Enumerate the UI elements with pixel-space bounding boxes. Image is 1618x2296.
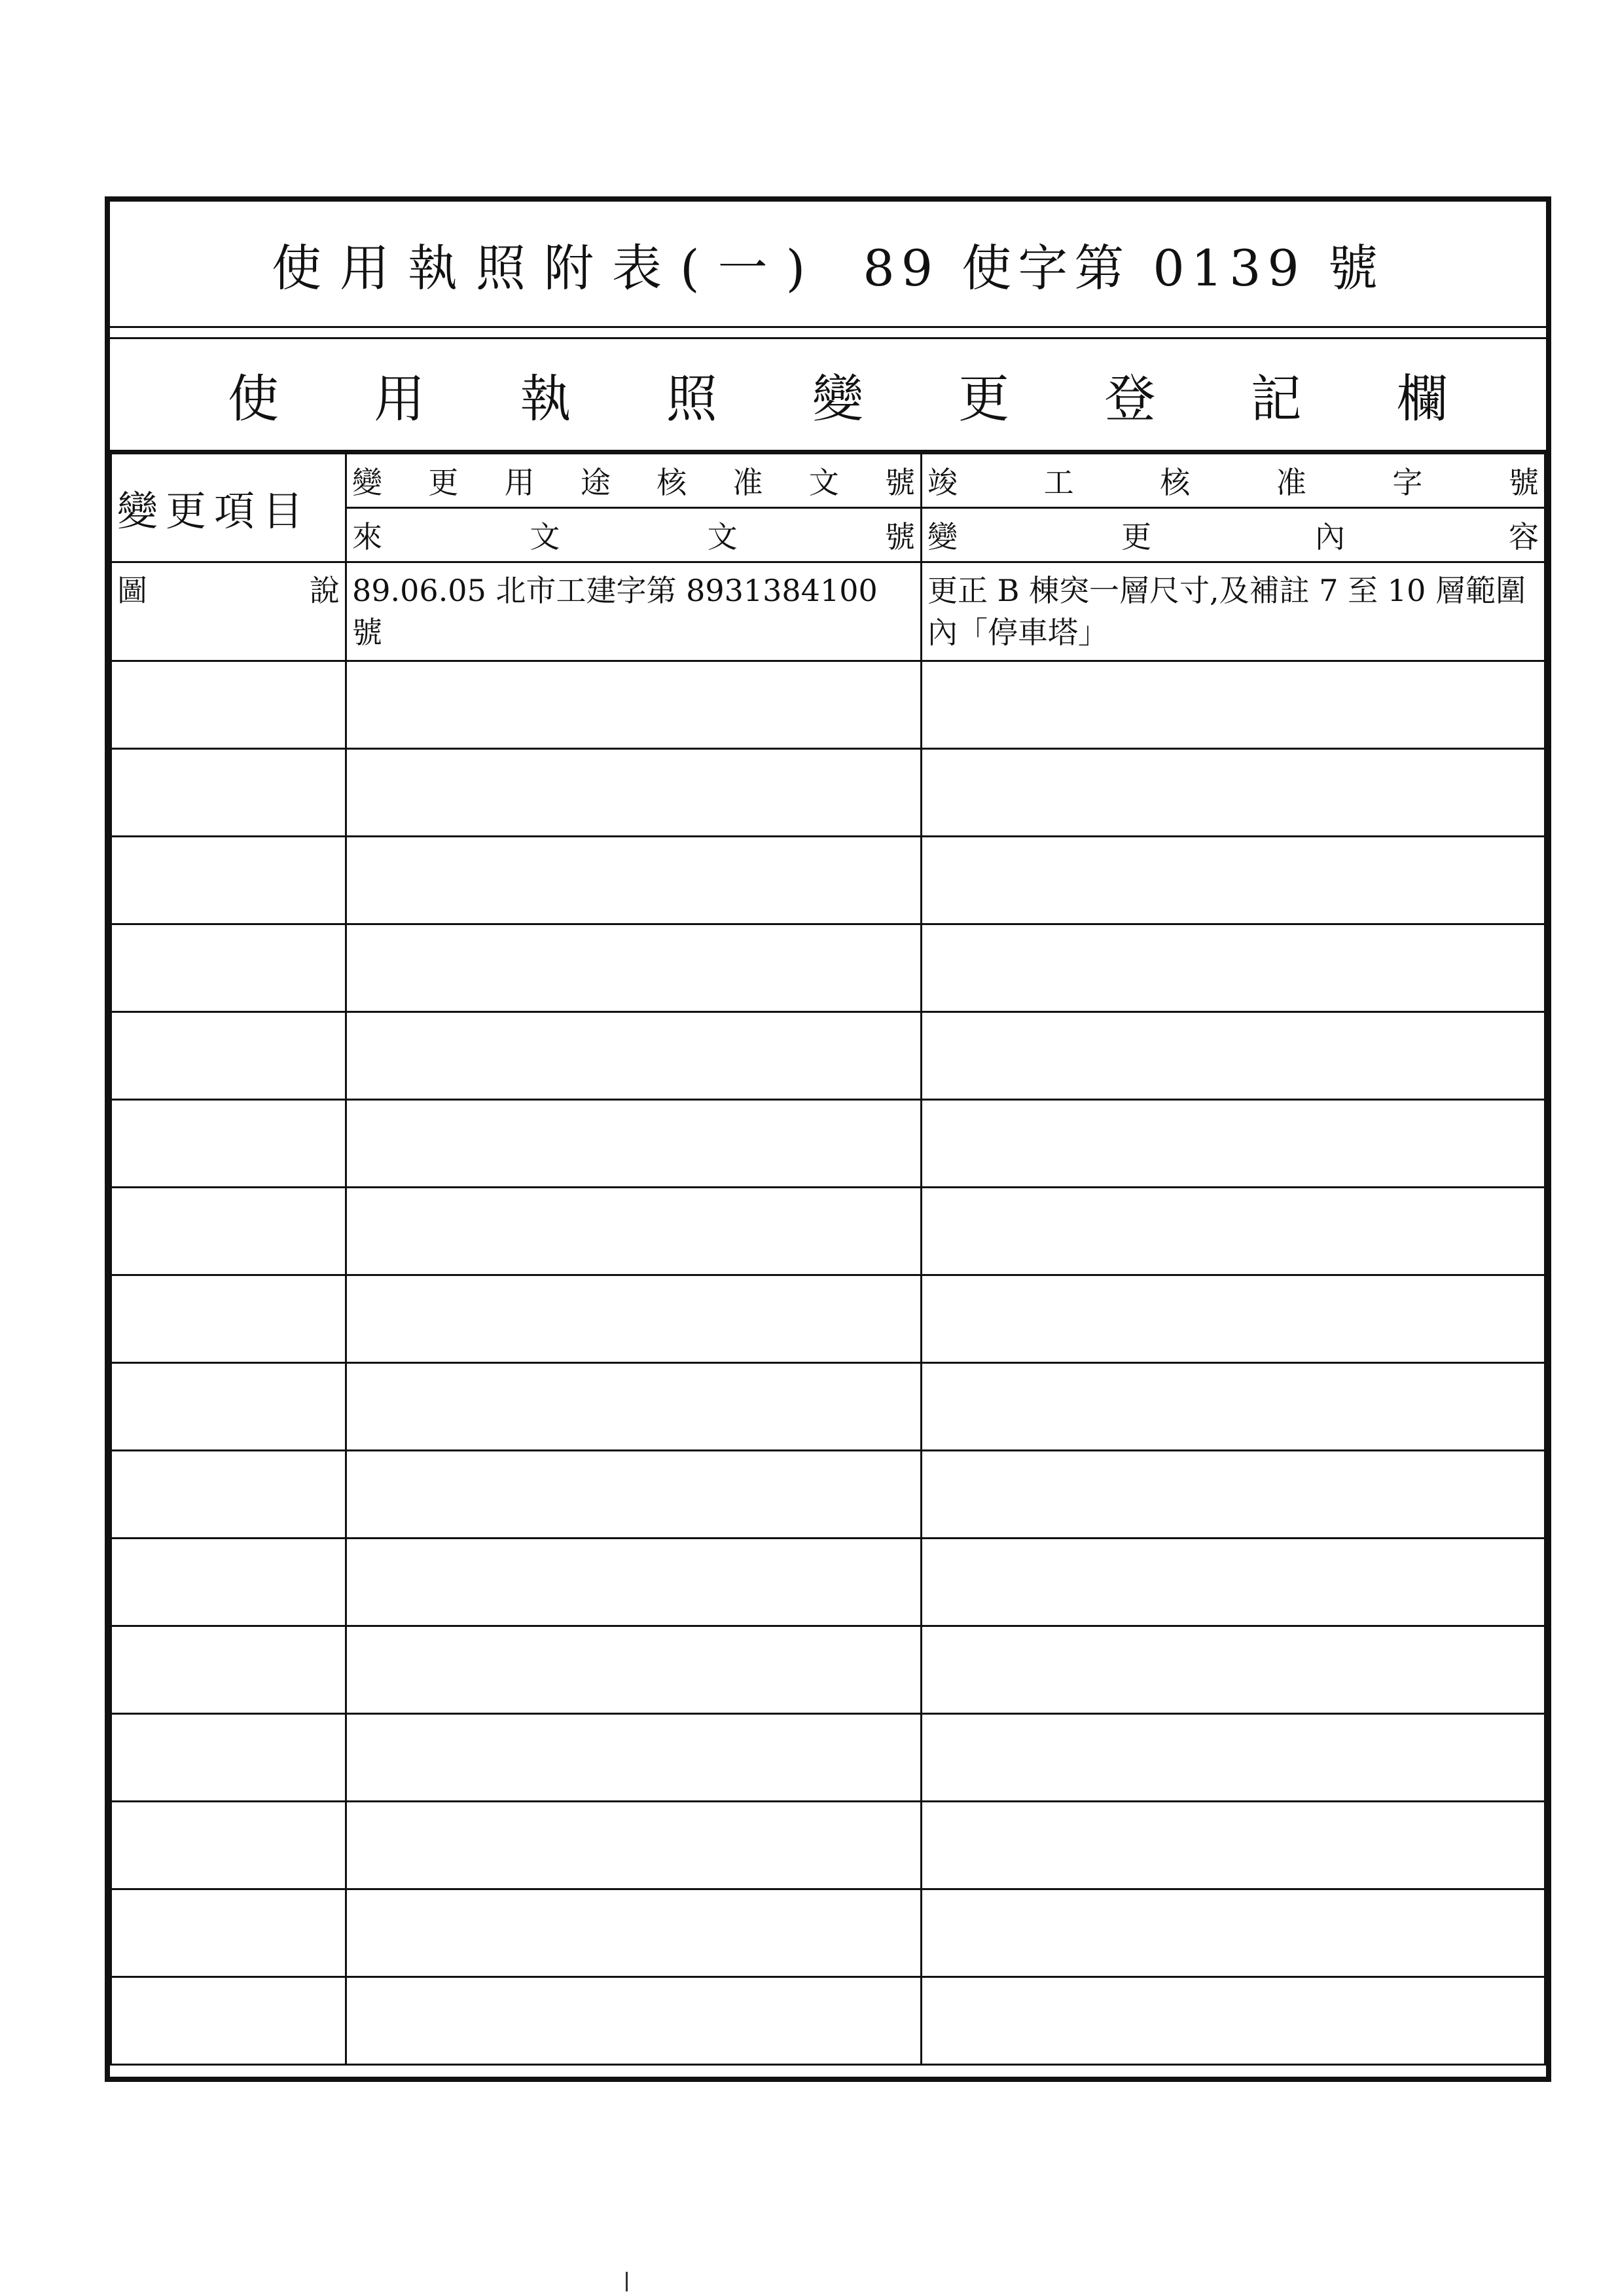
change-item-cell [111, 1188, 346, 1275]
content-header-char: 變 [927, 519, 958, 555]
header-incoming-doc-no [346, 508, 922, 562]
table-row [111, 924, 1545, 1012]
content-header-char: 容 [1509, 519, 1539, 555]
subtitle-char: 更 [958, 369, 1010, 429]
incoming-header-char: 來 [352, 519, 382, 555]
table-row [111, 837, 1545, 924]
title-char: 執 [408, 238, 476, 297]
change-content-cell [922, 1626, 1545, 1714]
change-item-cell [111, 1363, 346, 1451]
table-row [111, 1012, 1545, 1100]
header-change-content [922, 508, 1545, 562]
change-content-cell [922, 1188, 1545, 1275]
change-item-cell [111, 1714, 346, 1802]
approval-header-char: 文 [808, 465, 839, 500]
change-item-cell [111, 1539, 346, 1626]
change-content-cell [922, 837, 1545, 924]
table-row [111, 1977, 1545, 2065]
approval-header-char: 更 [428, 465, 459, 500]
change-item-cell [111, 1977, 346, 2065]
table-row [111, 1100, 1545, 1188]
doc-number-cell [346, 1714, 922, 1802]
change-content-cell [922, 749, 1545, 837]
change-item-cell [111, 837, 346, 924]
doc-number-cell [346, 1275, 922, 1363]
change-item-cell [111, 1626, 346, 1714]
subtitle-char: 欄 [1396, 369, 1448, 429]
completion-header-char: 准 [1276, 465, 1306, 500]
doc-number-cell [346, 1626, 922, 1714]
doc-number-cell [346, 661, 922, 749]
header-change-item: 變更項目 [111, 454, 346, 562]
change-item-char: 圖 [117, 573, 147, 608]
change-item-cell [111, 1100, 346, 1188]
change-register-table [110, 452, 1546, 2066]
doc-number-cell [346, 1539, 922, 1626]
completion-header-char: 號 [1508, 465, 1539, 500]
table-row [111, 1363, 1545, 1451]
doc-number-cell [346, 1451, 922, 1539]
change-content-cell [922, 1977, 1545, 2065]
permit-number: 89 使字第 0139 號 [863, 238, 1384, 297]
subtitle-char: 變 [812, 369, 863, 429]
change-content-cell [922, 1363, 1545, 1451]
change-item-cell [111, 1275, 346, 1363]
title-char: 表 [612, 238, 681, 297]
table-row [111, 1451, 1545, 1539]
table-row [111, 749, 1545, 837]
change-item-char: 說 [310, 573, 340, 608]
title-char: 使 [272, 238, 340, 297]
change-content-cell: 更正 B 棟突一層尺寸,及補註 7 至 10 層範圍內「停車塔」 [922, 562, 1545, 661]
change-content-cell [922, 924, 1545, 1012]
change-content-cell [922, 1012, 1545, 1100]
table-row [111, 562, 1545, 661]
doc-number-cell [346, 1012, 922, 1100]
table-row [111, 1539, 1545, 1626]
change-item-cell [111, 661, 346, 749]
change-item-cell [111, 562, 346, 661]
table-row [111, 1275, 1545, 1363]
change-content-cell [922, 661, 1545, 749]
approval-header-char: 准 [732, 465, 763, 500]
change-content-cell [922, 1275, 1545, 1363]
form-title [110, 202, 1546, 328]
doc-number-cell [346, 924, 922, 1012]
table-row [111, 1626, 1545, 1714]
approval-header-char: 號 [884, 465, 915, 500]
incoming-header-char: 號 [884, 519, 915, 555]
completion-header-char: 字 [1392, 465, 1423, 500]
completion-header-char: 竣 [927, 465, 958, 500]
change-item-cell [111, 1451, 346, 1539]
title-char: 用 [340, 238, 408, 297]
subtitle-char: 用 [374, 369, 425, 429]
doc-number-cell [346, 1100, 922, 1188]
doc-number-cell [346, 749, 922, 837]
doc-number-cell [346, 1889, 922, 1977]
change-item-cell [111, 924, 346, 1012]
doc-number-cell [346, 1802, 922, 1889]
title-char: 照 [476, 238, 545, 297]
header-completion-approval-no [922, 454, 1545, 508]
doc-number-cell [346, 1188, 922, 1275]
usage-permit-annex-form [105, 196, 1551, 2082]
incoming-header-char: 文 [530, 519, 560, 555]
completion-header-char: 工 [1043, 465, 1074, 500]
header-row-1 [111, 454, 1545, 508]
subtitle-char: 執 [520, 369, 571, 429]
table-row [111, 1889, 1545, 1977]
content-header-char: 更 [1121, 519, 1151, 555]
doc-number-cell [346, 1977, 922, 2065]
page-edge-mark [626, 2272, 628, 2291]
change-item-cell [111, 1012, 346, 1100]
header-approval-doc-no [346, 454, 922, 508]
title-char: 附 [544, 238, 613, 297]
approval-header-char: 核 [656, 465, 687, 500]
incoming-header-char: 文 [707, 519, 738, 555]
change-content-cell [922, 1802, 1545, 1889]
change-item-cell [111, 1889, 346, 1977]
change-content-cell [922, 1539, 1545, 1626]
change-content-cell [922, 1451, 1545, 1539]
approval-header-char: 變 [352, 465, 382, 500]
change-item-cell [111, 749, 346, 837]
completion-header-char: 核 [1160, 465, 1191, 500]
table-row [111, 1802, 1545, 1889]
table-row [111, 1714, 1545, 1802]
change-content-cell [922, 1100, 1545, 1188]
doc-number-cell: 89.06.05 北市工建字第 8931384100 號 [346, 562, 922, 661]
table-row [111, 661, 1545, 749]
change-content-cell [922, 1889, 1545, 1977]
change-content-cell [922, 1714, 1545, 1802]
table-row [111, 1188, 1545, 1275]
form-subtitle [110, 337, 1546, 452]
content-header-char: 內 [1315, 519, 1345, 555]
subtitle-char: 記 [1250, 369, 1302, 429]
approval-header-char: 用 [504, 465, 535, 500]
title-suffix: (一) [680, 238, 824, 297]
doc-number-cell [346, 837, 922, 924]
subtitle-char: 使 [228, 369, 279, 429]
approval-header-char: 途 [580, 465, 611, 500]
doc-number-cell [346, 1363, 922, 1451]
subtitle-char: 登 [1104, 369, 1156, 429]
change-item-cell [111, 1802, 346, 1889]
subtitle-char: 照 [666, 369, 717, 429]
